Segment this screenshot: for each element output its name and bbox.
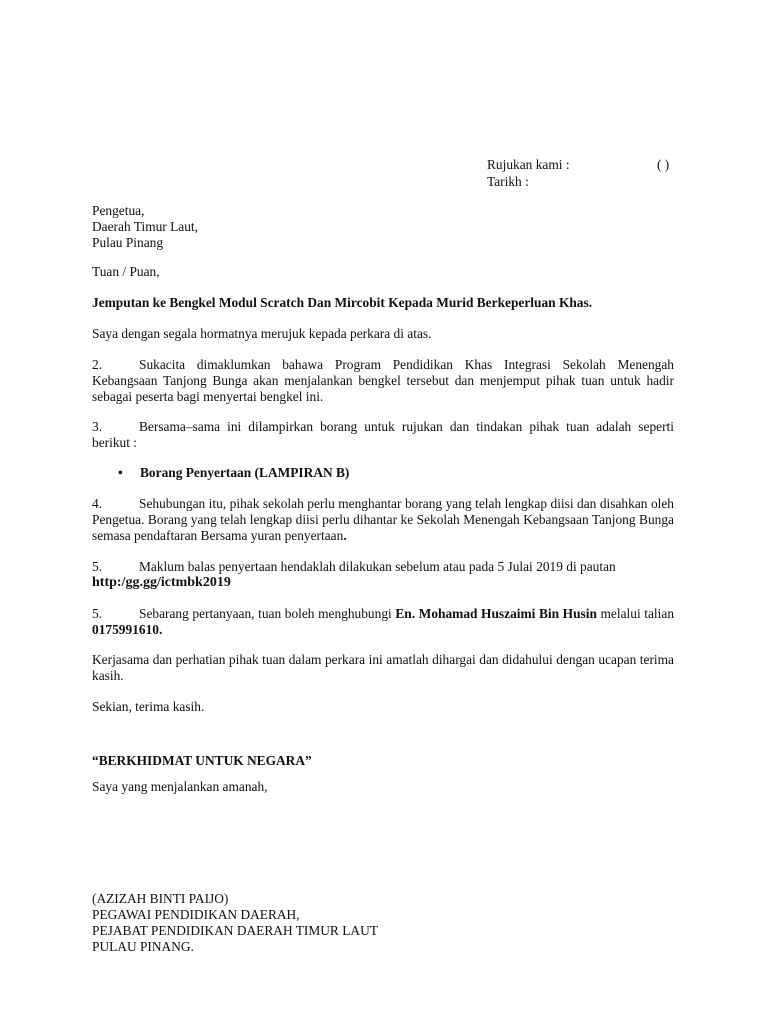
paragraph-3-text: Bersama–sama ini dilampirkan borang untuk rujukan dan tindakan pihak tuan adalah seperti berikut : xyxy=(92,419,674,450)
reference-label: Rujukan kami : xyxy=(487,157,570,172)
signatory-name: (AZIZAH BINTI PAIJO) xyxy=(92,891,229,906)
salutation: Tuan / Puan, xyxy=(92,264,160,279)
date-row xyxy=(487,174,677,191)
paragraph-5-contact xyxy=(92,606,674,638)
paragraph-5a-number: 5. xyxy=(92,559,103,574)
signatory-state: PULAU PINANG. xyxy=(92,939,194,954)
registration-link[interactable]: http:/gg.gg/ictmbk2019 xyxy=(92,575,231,590)
intro-paragraph: Saya dengan segala hormatnya merujuk kepada perkara di atas. xyxy=(92,326,432,341)
trust-line: Saya yang menjalankan amanah, xyxy=(92,779,268,794)
recipient-line-2: Daerah Timur Laut, xyxy=(92,219,198,234)
paragraph-5a-text: Maklum balas penyertaan hendaklah dilakukan sebelum atau pada 5 Julai 2019 di pautan xyxy=(139,559,616,574)
paragraph-4 xyxy=(92,496,674,544)
signatory-office: PEJABAT PENDIDIKAN DAERAH TIMUR LAUT xyxy=(92,923,378,938)
recipient-line-3: Pulau Pinang xyxy=(92,235,164,250)
paragraph-5b-text-mid: melalui talian xyxy=(600,606,675,621)
contact-phone: 0175991610. xyxy=(92,622,163,637)
paragraph-4-number: 4. xyxy=(92,496,103,511)
paragraph-2 xyxy=(92,357,674,405)
reference-row xyxy=(487,157,677,174)
reference-block xyxy=(487,157,677,191)
paragraph-4-end: . xyxy=(343,528,347,543)
contact-name: En. Mohamad Huszaimi Bin Husin xyxy=(395,606,597,621)
recipient-line-1: Pengetua, xyxy=(92,203,145,218)
attachment-bullet xyxy=(118,465,349,481)
registration-link-row xyxy=(92,574,674,591)
signatory-title: PEGAWAI PENDIDIKAN DAERAH, xyxy=(92,907,300,922)
bullet-symbol: • xyxy=(118,465,123,480)
paragraph-2-text: Sukacita dimaklumkan bahawa Program Pendidikan Khas Integrasi Sekolah Menengah Kebangsaan Tanjong Bunga akan menjalankan bengkel tersebut dan menjemput pihak tuan untuk hadir sebagai peserta bagi menyertai bengkel ini. xyxy=(92,357,674,404)
letter-subject: Jemputan ke Bengkel Modul Scratch Dan Mircobit Kepada Murid Berkeperluan Khas. xyxy=(92,295,593,310)
paragraph-3-number: 3. xyxy=(92,419,103,434)
paragraph-2-number: 2. xyxy=(92,357,103,372)
paragraph-5-deadline xyxy=(92,559,674,575)
reference-value: ( ) xyxy=(657,157,670,172)
date-label: Tarikh : xyxy=(487,174,529,189)
paragraph-5b-number: 5. xyxy=(92,606,103,621)
closing-paragraph: Kerjasama dan perhatian pihak tuan dalam perkara ini amatlah dihargai dan didahului dengan ucapan terima kasih. xyxy=(92,652,674,683)
motto: “BERKHIDMAT UNTUK NEGARA” xyxy=(92,753,312,768)
paragraph-5b-text-before: Sebarang pertanyaan, tuan boleh menghubungi xyxy=(139,606,392,621)
paragraph-4-text: Sehubungan itu, pihak sekolah perlu menghantar borang yang telah lengkap diisi dan disahkan oleh Pengetua. Borang yang telah lengkap diisi perlu dihantar ke Sekolah Menengah Kebangsaan Tanjong Bunga semasa pendaftaran Bersama yuran penyertaan xyxy=(92,496,674,543)
attachment-item: Borang Penyertaan (LAMPIRAN B) xyxy=(140,465,350,480)
recipient-address xyxy=(92,203,674,251)
closing-thanks: Sekian, terima kasih. xyxy=(92,699,205,714)
signature-block xyxy=(92,891,674,955)
paragraph-3 xyxy=(92,419,674,451)
